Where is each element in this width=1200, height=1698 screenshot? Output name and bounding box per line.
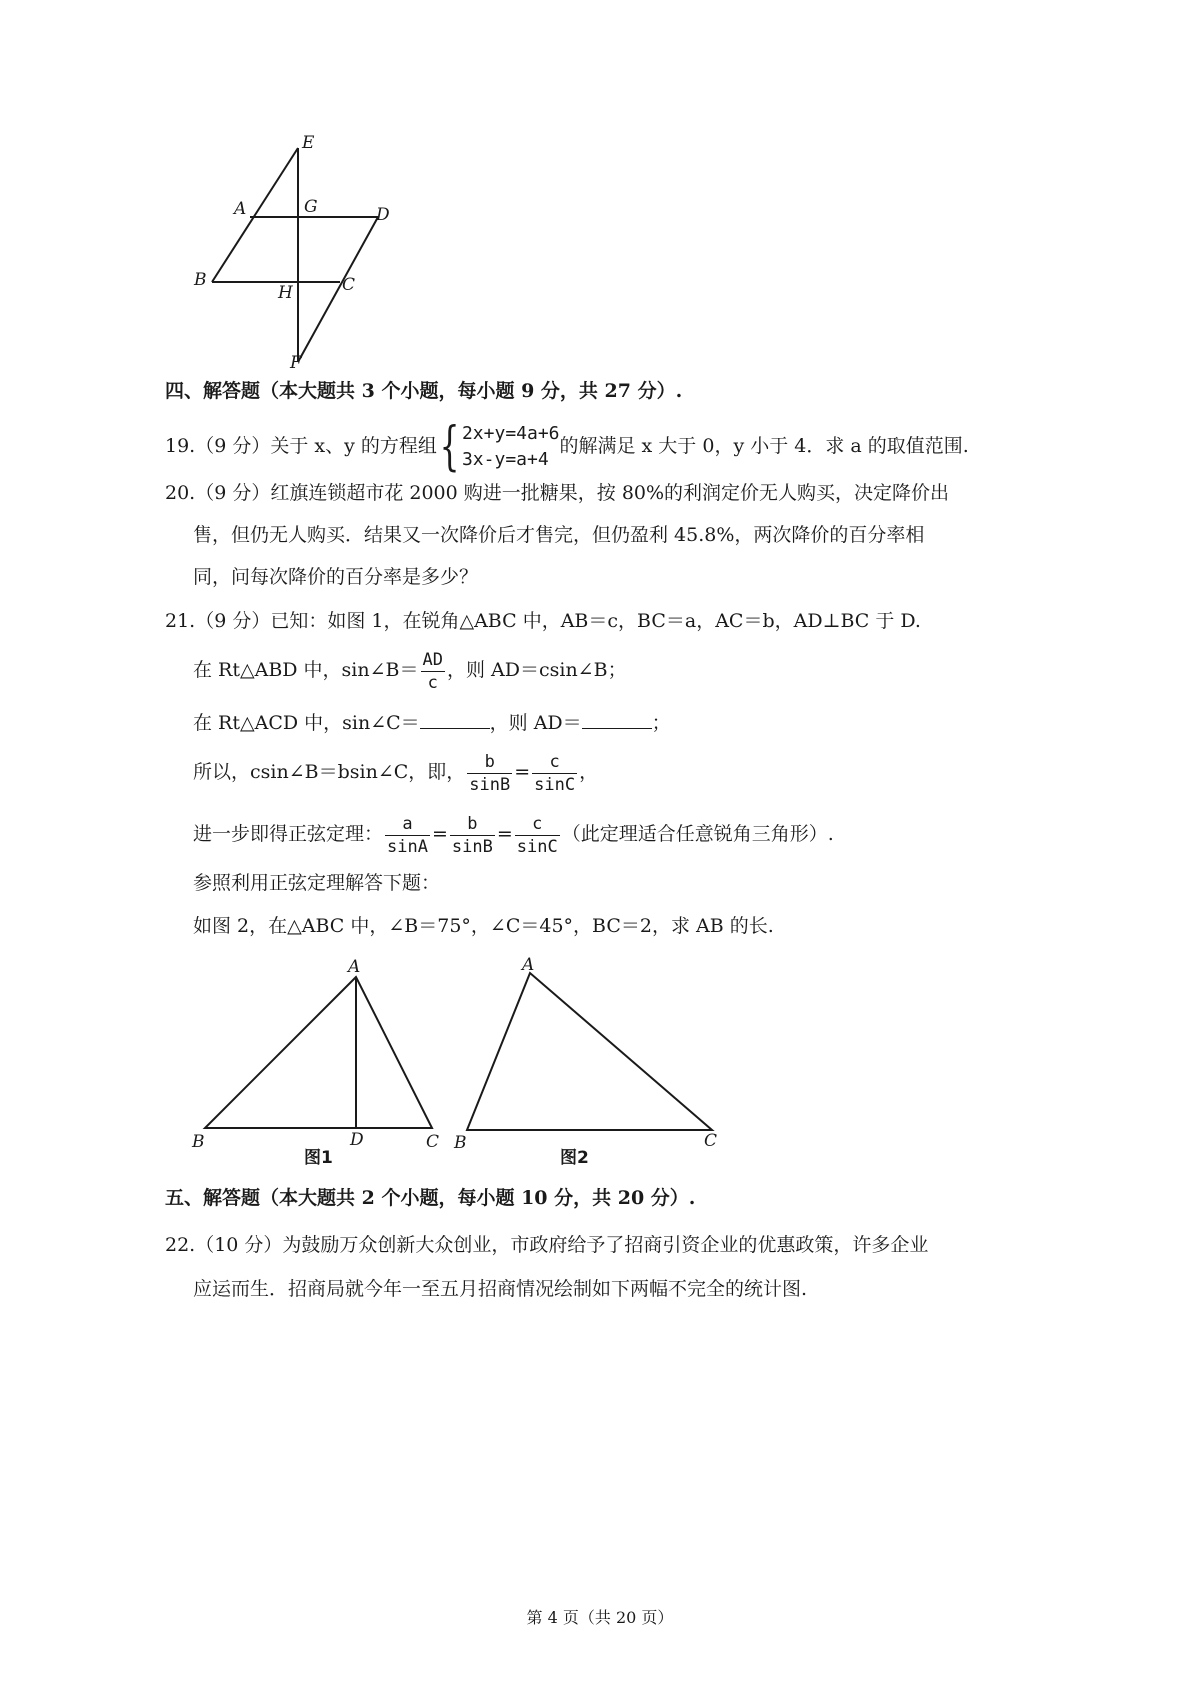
system-brace: { bbox=[439, 417, 460, 477]
equals-sign: = bbox=[431, 823, 448, 845]
q20-line3: 同，问每次降价的百分率是多少？ bbox=[193, 566, 479, 588]
q22-line2: 应运而生．招商局就今年一至五月招商情况绘制如下两幅不完全的统计图. bbox=[193, 1278, 808, 1300]
label-e: E bbox=[302, 133, 315, 153]
fraction-ad-over-c bbox=[421, 649, 445, 694]
answer-blank-2[interactable] bbox=[582, 710, 652, 729]
q21-line6: 参照利用正弦定理解答下题： bbox=[193, 872, 441, 894]
frac-den: c bbox=[427, 672, 438, 693]
fig2-label-a: A bbox=[522, 955, 535, 975]
q21-line2 bbox=[193, 644, 627, 696]
q21-line5-post: （此定理适合任意锐角三角形）. bbox=[561, 823, 834, 845]
frac-num: AD bbox=[422, 649, 443, 670]
frac-num: c bbox=[515, 813, 560, 836]
fraction-c-sinc bbox=[532, 751, 577, 796]
q21-line3-mid: ，则 AD＝ bbox=[489, 712, 582, 734]
page-footer: 第 4 页（共 20 页） bbox=[526, 1608, 674, 1627]
q21-line3 bbox=[193, 710, 671, 736]
equation-2: 3x-y=a+4 bbox=[461, 449, 549, 470]
q21-line4 bbox=[193, 746, 598, 798]
triangle-fig2 bbox=[467, 973, 712, 1130]
q22-line1: 22.（10 分）为鼓励万众创新大众创业，市政府给予了招商引资企业的优惠政策，许多企业 bbox=[165, 1234, 929, 1256]
fig1-label-a: A bbox=[348, 957, 361, 977]
label-b: B bbox=[194, 270, 207, 290]
segment-eb bbox=[212, 148, 298, 282]
frac-den: sinB bbox=[469, 774, 511, 795]
q19-suffix: 的解满足 x 大于 0，y 小于 4．求 a 的取值范围. bbox=[559, 435, 969, 457]
equals-sign: = bbox=[496, 823, 513, 845]
q21-line1: 21.（9 分）已知：如图 1，在锐角△ABC 中，AB＝c，BC＝a，AC＝b，AD⊥BC 于 D. bbox=[165, 610, 921, 632]
fig2-label-c: C bbox=[704, 1131, 718, 1151]
q21-line7: 如图 2，在△ABC 中，∠B＝75°，∠C＝45°，BC＝2，求 AB 的长. bbox=[193, 915, 774, 937]
frac-den: sinB bbox=[451, 836, 493, 857]
q21-line4-pre: 所以，csin∠B＝bsin∠C，即， bbox=[193, 761, 466, 783]
q21-line3-pre: 在 Rt△ACD 中，sin∠C＝ bbox=[193, 712, 420, 734]
section5-heading: 五、解答题（本大题共 2 个小题，每小题 10 分，共 20 分）. bbox=[165, 1187, 696, 1209]
fraction-c-sinc bbox=[515, 813, 560, 858]
triangle-figures bbox=[180, 950, 760, 1175]
fig1-label-b: B bbox=[192, 1132, 205, 1152]
equation-1: 2x+y=4a+6 bbox=[461, 423, 560, 444]
frac-num: a bbox=[385, 813, 430, 836]
label-g: G bbox=[304, 197, 318, 217]
fig1-caption: 图1 bbox=[304, 1148, 333, 1168]
parallelogram-figure bbox=[190, 130, 420, 400]
label-d: D bbox=[376, 205, 390, 225]
frac-num: c bbox=[532, 751, 577, 774]
fraction-a-sina bbox=[385, 813, 430, 858]
frac-den: sinA bbox=[387, 836, 428, 857]
fig2-caption: 图2 bbox=[560, 1148, 589, 1168]
fraction-b-sinb bbox=[450, 813, 495, 858]
question-19 bbox=[165, 416, 969, 476]
equals-sign: = bbox=[514, 761, 531, 783]
q19-prefix: 19.（9 分）关于 x、y 的方程组 bbox=[165, 435, 437, 457]
frac-den: sinC bbox=[534, 774, 576, 795]
label-f: F bbox=[290, 353, 302, 373]
fig1-label-d: D bbox=[350, 1130, 364, 1150]
segment-dc bbox=[298, 217, 378, 362]
section4-heading: 四、解答题（本大题共 3 个小题，每小题 9 分，共 27 分）. bbox=[165, 380, 683, 402]
triangle-fig1 bbox=[205, 977, 432, 1128]
q21-line5 bbox=[193, 808, 834, 860]
frac-num: b bbox=[467, 751, 512, 774]
q21-line2-post: ，则 AD＝csin∠B； bbox=[446, 659, 627, 681]
q20-line1: 20.（9 分）红旗连锁超市花 2000 购进一批糖果，按 80%的利润定价无人购买，决定降价出 bbox=[165, 482, 950, 504]
answer-blank-1[interactable] bbox=[420, 710, 490, 729]
frac-num: b bbox=[450, 813, 495, 836]
label-h: H bbox=[278, 283, 293, 303]
fraction-b-sinb bbox=[467, 751, 512, 796]
q21-line4-end: ， bbox=[579, 761, 599, 783]
q21-line3-end: ； bbox=[651, 712, 671, 734]
fig2-label-b: B bbox=[454, 1133, 467, 1153]
q20-line2: 售，但仍无人购买．结果又一次降价后才售完，但仍盈利 45.8%，两次降价的百分率相 bbox=[193, 524, 925, 546]
frac-den: sinC bbox=[516, 836, 558, 857]
q21-line2-pre: 在 Rt△ABD 中，sin∠B＝ bbox=[193, 659, 419, 681]
label-a: A bbox=[234, 199, 247, 219]
label-c: C bbox=[342, 275, 356, 295]
q21-line5-pre: 进一步即得正弦定理： bbox=[193, 823, 384, 845]
fig1-label-c: C bbox=[426, 1132, 440, 1152]
equation-system bbox=[462, 421, 560, 473]
